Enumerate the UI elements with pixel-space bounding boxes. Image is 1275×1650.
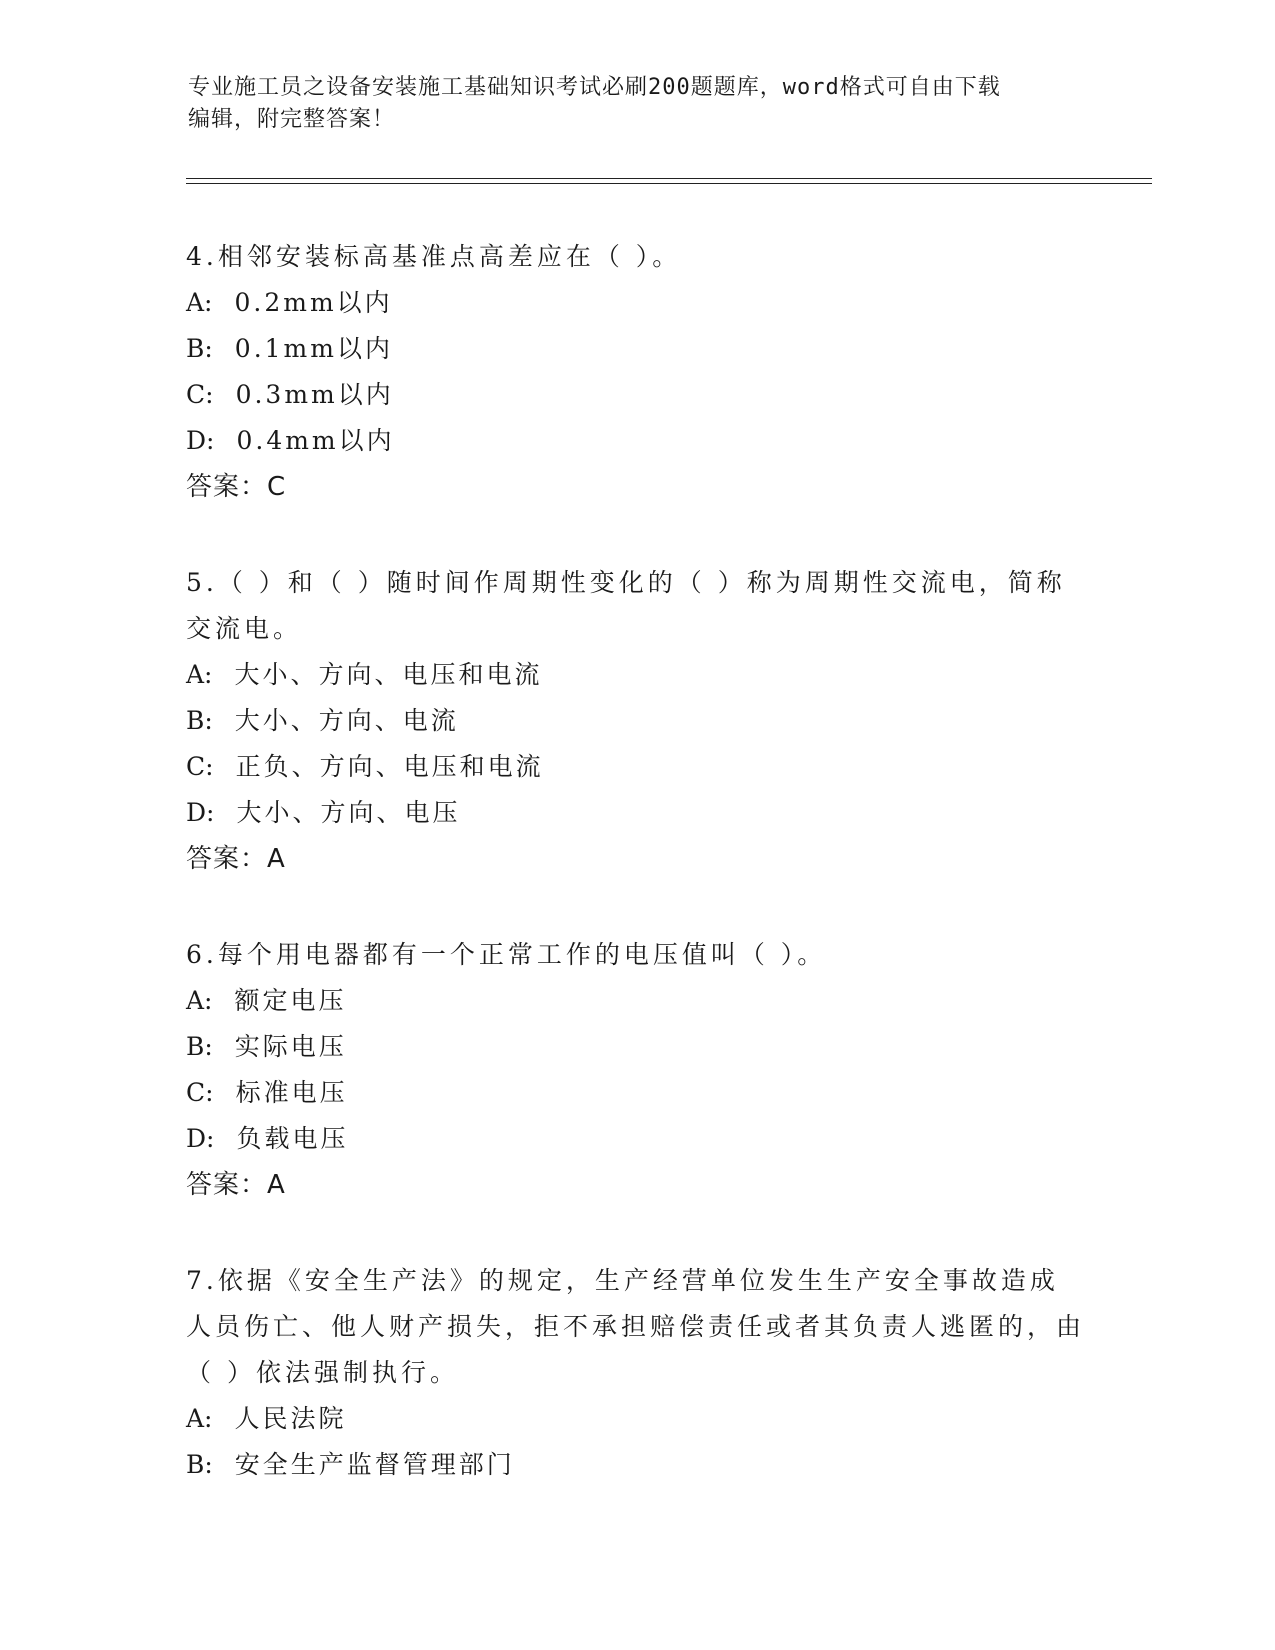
answer-label: 答案：A bbox=[186, 1170, 286, 1200]
question-stem: 4.相邻安装标高基准点高差应在（ ）。 bbox=[186, 242, 682, 271]
option-letter: A: bbox=[186, 660, 213, 689]
option-a bbox=[186, 978, 1086, 1024]
option-b bbox=[186, 326, 1086, 372]
option-letter: C: bbox=[186, 1078, 214, 1107]
header-divider-top bbox=[186, 178, 1152, 179]
option-letter: A: bbox=[186, 1404, 213, 1433]
option-letter: B: bbox=[186, 1032, 213, 1061]
option-a bbox=[186, 1396, 1086, 1442]
option-letter: B: bbox=[186, 706, 213, 735]
document-header bbox=[188, 72, 1068, 136]
option-text: 0.2mm以内 bbox=[234, 288, 393, 317]
option-text: 负载电压 bbox=[236, 1124, 349, 1153]
question-6 bbox=[186, 932, 1086, 1208]
header-line-1: 专业施工员之设备安装施工基础知识考试必刷200题题库，word格式可自由下载 bbox=[188, 75, 1001, 100]
option-a bbox=[186, 280, 1086, 326]
option-a bbox=[186, 652, 1086, 698]
question-5 bbox=[186, 560, 1086, 882]
option-text: 大小、方向、电压 bbox=[236, 798, 461, 827]
option-d bbox=[186, 790, 1086, 836]
option-c bbox=[186, 372, 1086, 418]
option-text: 大小、方向、电压和电流 bbox=[234, 660, 543, 689]
option-letter: D: bbox=[186, 426, 215, 455]
option-letter: D: bbox=[186, 798, 215, 827]
option-letter: B: bbox=[186, 334, 213, 363]
option-text: 0.1mm以内 bbox=[234, 334, 393, 363]
option-letter: B: bbox=[186, 1450, 213, 1479]
option-text: 额定电压 bbox=[234, 986, 347, 1015]
header-divider-bottom bbox=[186, 183, 1152, 184]
option-d bbox=[186, 1116, 1086, 1162]
question-list bbox=[186, 234, 1086, 1538]
option-d bbox=[186, 418, 1086, 464]
option-text: 标准电压 bbox=[235, 1078, 348, 1107]
option-text: 0.4mm以内 bbox=[236, 426, 395, 455]
option-letter: D: bbox=[186, 1124, 215, 1153]
option-text: 实际电压 bbox=[234, 1032, 347, 1061]
header-line-2: 编辑，附完整答案！ bbox=[188, 107, 396, 132]
option-letter: C: bbox=[186, 752, 214, 781]
answer-label: 答案：C bbox=[186, 472, 287, 502]
option-letter: A: bbox=[186, 288, 213, 317]
option-text: 安全生产监督管理部门 bbox=[234, 1450, 515, 1479]
option-b bbox=[186, 1442, 1086, 1488]
question-stem: 6.每个用电器都有一个正常工作的电压值叫（ ）。 bbox=[186, 940, 827, 969]
option-c bbox=[186, 1070, 1086, 1116]
option-letter: C: bbox=[186, 380, 214, 409]
option-b bbox=[186, 698, 1086, 744]
question-stem: 5.（ ）和（ ）随时间作周期性变化的（ ）称为周期性交流电，简称交流电。 bbox=[186, 568, 1066, 643]
answer-label: 答案：A bbox=[186, 844, 286, 874]
option-text: 大小、方向、电流 bbox=[234, 706, 459, 735]
question-4 bbox=[186, 234, 1086, 510]
option-b bbox=[186, 1024, 1086, 1070]
option-letter: A: bbox=[186, 986, 213, 1015]
option-c bbox=[186, 744, 1086, 790]
question-7 bbox=[186, 1258, 1086, 1488]
option-text: 0.3mm以内 bbox=[235, 380, 394, 409]
option-text: 人民法院 bbox=[234, 1404, 347, 1433]
question-stem: 7.依据《安全生产法》的规定，生产经营单位发生生产安全事故造成人员伤亡、他人财产损失，拒不承担赔偿责任或者其负责人逃匿的，由（ ）依法强制执行。 bbox=[186, 1266, 1086, 1387]
option-text: 正负、方向、电压和电流 bbox=[235, 752, 544, 781]
